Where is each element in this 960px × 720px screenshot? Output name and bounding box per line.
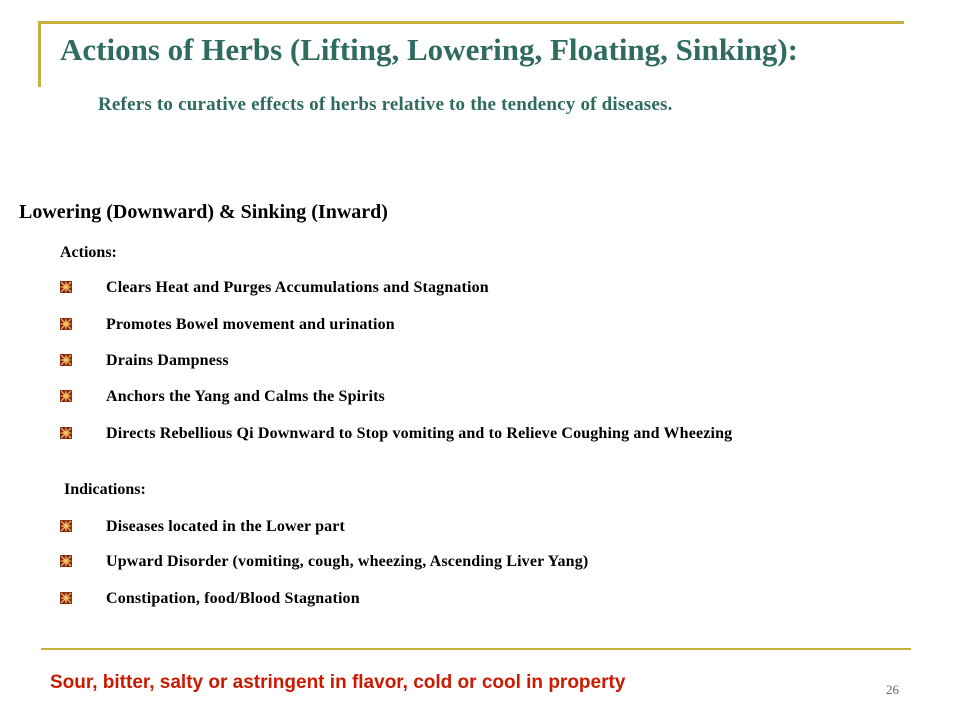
indication-item-text: Constipation, food/Blood Stagnation bbox=[106, 590, 360, 607]
star-bullet-icon bbox=[60, 427, 72, 439]
action-item-text: Directs Rebellious Qi Downward to Stop vomiting and to Relieve Coughing and Wheezing bbox=[106, 425, 733, 442]
action-item-text: Drains Dampness bbox=[106, 352, 229, 369]
indications-label: Indications: bbox=[64, 481, 146, 498]
action-item bbox=[60, 351, 860, 370]
footer-note: Sour, bitter, salty or astringent in flavor, cold or cool in property bbox=[50, 672, 626, 693]
indication-item-text: Diseases located in the Lower part bbox=[106, 518, 345, 535]
title-frame-top-border bbox=[38, 21, 904, 24]
indication-item bbox=[60, 552, 860, 571]
actions-label: Actions: bbox=[60, 244, 117, 261]
footer-divider bbox=[41, 648, 911, 650]
action-item bbox=[60, 424, 860, 443]
action-item bbox=[60, 278, 860, 297]
star-bullet-icon bbox=[60, 390, 72, 402]
section-heading: Lowering (Downward) & Sinking (Inward) bbox=[19, 201, 388, 223]
indication-item bbox=[60, 517, 860, 536]
action-item-text: Anchors the Yang and Calms the Spirits bbox=[106, 388, 385, 405]
indication-item bbox=[60, 589, 860, 608]
star-bullet-icon bbox=[60, 592, 72, 604]
page-number: 26 bbox=[886, 682, 899, 697]
star-bullet-icon bbox=[60, 318, 72, 330]
action-item-text: Clears Heat and Purges Accumulations and Stagnation bbox=[106, 279, 489, 296]
slide-subtitle: Refers to curative effects of herbs relative to the tendency of diseases. bbox=[98, 94, 673, 115]
action-item-text: Promotes Bowel movement and urination bbox=[106, 316, 395, 333]
action-item bbox=[60, 387, 860, 406]
title-frame-left-border bbox=[38, 21, 41, 87]
slide-title: Actions of Herbs (Lifting, Lowering, Floating, Sinking): bbox=[60, 32, 799, 67]
action-item bbox=[60, 315, 860, 334]
star-bullet-icon bbox=[60, 281, 72, 293]
star-bullet-icon bbox=[60, 520, 72, 532]
star-bullet-icon bbox=[60, 354, 72, 366]
star-bullet-icon bbox=[60, 555, 72, 567]
indication-item-text: Upward Disorder (vomiting, cough, wheezing, Ascending Liver Yang) bbox=[106, 553, 589, 570]
